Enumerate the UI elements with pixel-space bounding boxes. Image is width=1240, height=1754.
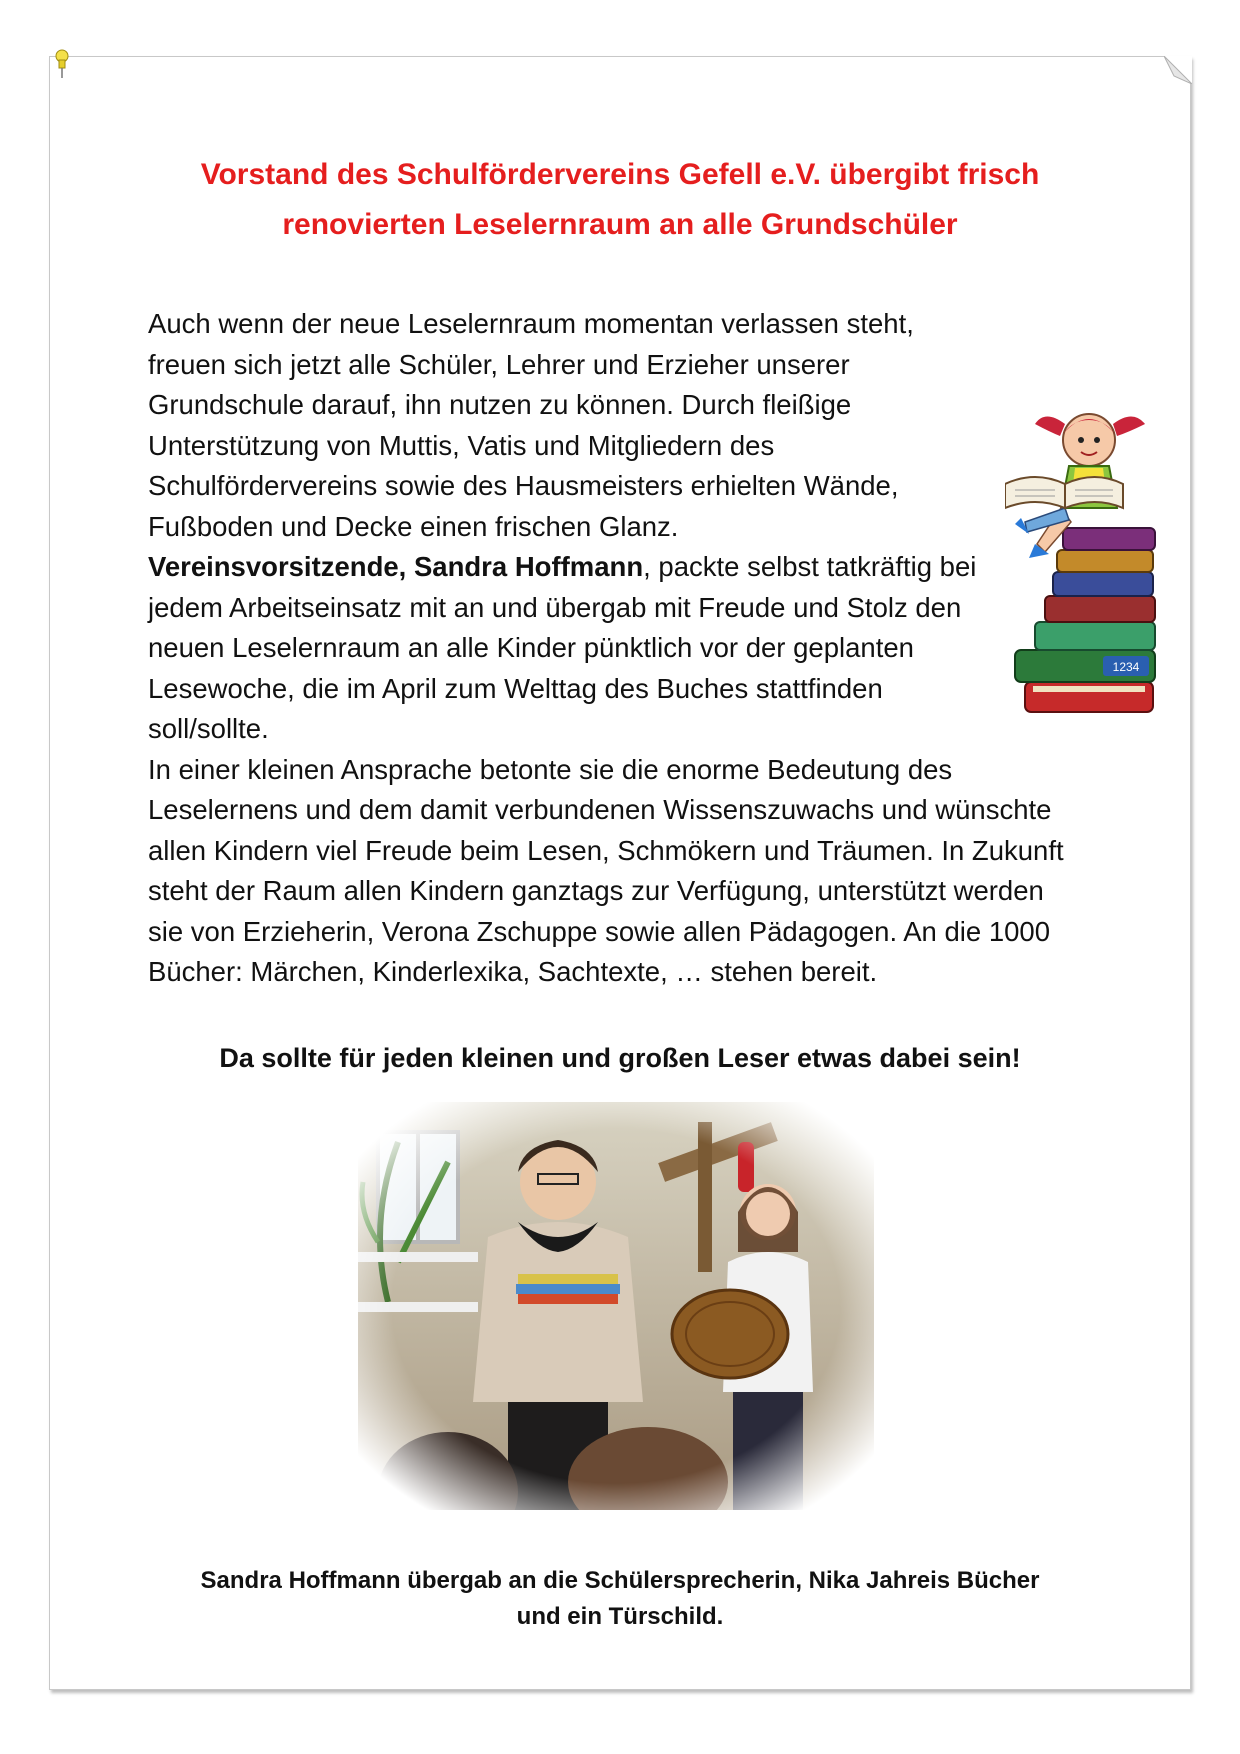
article-title [100,150,1140,250]
caption-line-1: Sandra Hoffmann übergab an die Schülersprecherin, Nika Jahreis Bücher [200,1567,1040,1594]
body-paragraph-2 [148,547,993,750]
body-paragraph-3: In einer kleinen Ansprache betonte sie die enorme Bedeutung des Leselernens und dem damit verbundenen Wissenszuwachs und wünschte allen Kindern viel Freude beim Lesen, Schmökern und Träumen. In Zukunft steht der Raum allen Kindern ganztags zur Verfügung, unterstützt werden sie von Erzieherin, Verona Zschuppe sowie allen Pädagogen. An die 1000 Bücher: Märchen, Kinderlexika, Sachtexte, … stehen bereit. [148,753,1064,987]
book-spine-label: 1234 [1112,660,1140,674]
title-line-1: Vorstand des Schulfördervereins Gefell e.V. übergibt frisch [200,158,1040,191]
girl-on-books-clipart [1005,404,1173,719]
page-curl [1164,56,1192,84]
pushpin-icon [50,48,74,80]
closing-statement: Da sollte für jeden kleinen und großen Leser etwas dabei sein! [219,1043,1021,1073]
caption-line-2: und ein Türschild. [516,1603,724,1630]
body-paragraph-2-text: , packte selbst tatkräftig bei jedem Arbeitseinsatz mit an und übergab mit Freude und Stolz den neuen Leselernraum an alle Kinder pünktlich vor der geplanten Lesewoche, die im April zum Welttag des Buches stattfinden soll/sollte. [148,551,977,744]
open-book [1005,477,1123,508]
photo-caption [100,1563,1140,1635]
chairwoman-name: Vereinsvorsitzende, Sandra Hoffmann [148,551,644,582]
body-paragraph-1: Auch wenn der neue Leselernraum momentan verlassen steht, freuen sich jetzt alle Schüler, Lehrer und Erzieher unserer Grundschule darauf, ihn nutzen zu können. Durch fleißige Unterstützung von Muttis, Vatis und Mitgliedern des Schulfördervereins sowie des Hausmeisters erhielten Wände, Fußboden und Decke einen frischen Glanz. [148,308,914,542]
article-body [148,304,1068,993]
title-line-2: renovierten Leselernraum an alle Grundschüler [282,208,958,241]
handover-photo [358,1102,874,1510]
